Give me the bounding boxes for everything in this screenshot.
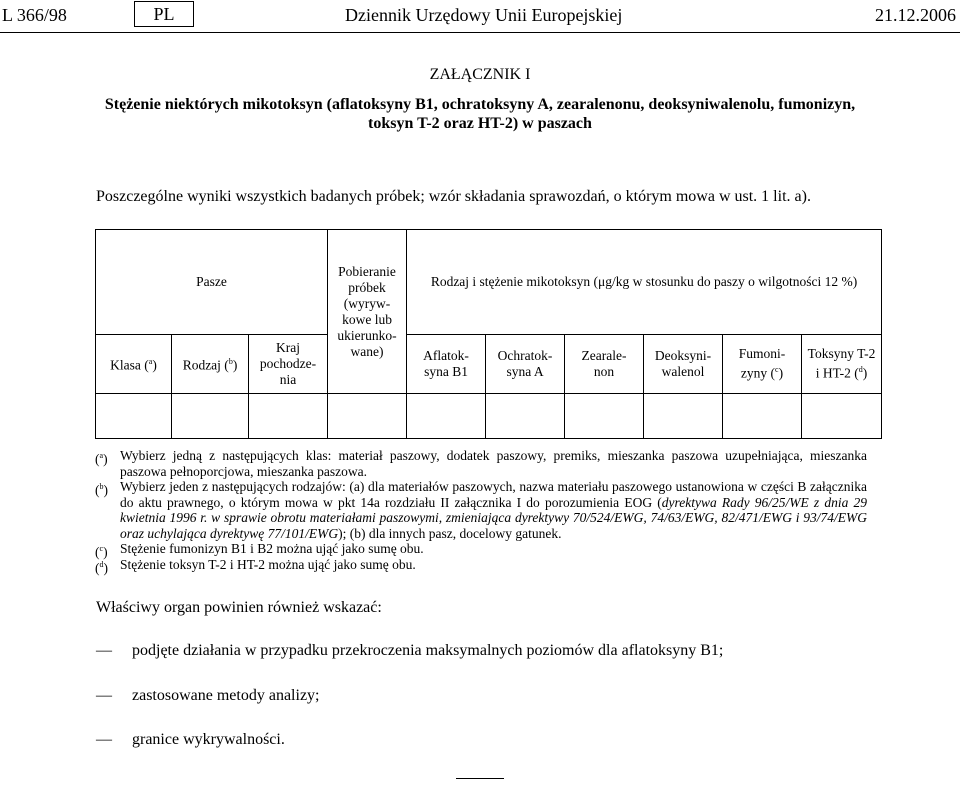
annex-title: ZAŁĄCZNIK I — [429, 66, 531, 83]
page-header — [0, 0, 960, 28]
table-row — [96, 394, 882, 439]
instruction-paragraph: Właściwy organ powinien również wskazać: — [96, 599, 382, 616]
header-ochratoxin-a: Ochratok- syna A — [486, 335, 565, 394]
dash-bullet: — — [96, 687, 112, 704]
empty-cell — [328, 394, 407, 439]
header-t2-ht2-toxins: Toksyny T-2 i HT-2 ($^d$) — [802, 335, 882, 394]
footnote-a: ($^a$) Wybierz jedną z następujących klas: materiał paszowy, dodatek paszowy, premiks, mieszanka paszowa uzupełniająca, mieszanka paszowa pełnoporcjowa, mieszanka paszowa. — [95, 448, 867, 479]
header-mycotoxin-type-concentration: Rodzaj i stężenie mikotoksyn (μg/kg w stosunku do paszy o wilgotności 12 %) — [407, 230, 882, 335]
header-aflatoxin-b1: Aflatok- syna B1 — [407, 335, 486, 394]
empty-cell — [407, 394, 486, 439]
empty-cell — [565, 394, 644, 439]
title-line-1: Stężenie niektórych mikotoksyn (aflatoksyny B1, ochratoksyny A, zearalenonu, deoksyniwalenolu, fumonizyn, — [104, 96, 856, 113]
header-sampling: Pobieranie próbek (wyryw- kowe lub ukierunko- wane) — [328, 230, 407, 394]
intro-text: Poszczególne wyniki wszystkich badanych próbek; wzór składania sprawozdań, o którym mowa w ust. 1 lit. a). — [96, 188, 811, 205]
footnote-b: ($^b$) Wybierz jeden z następujących rodzajów: (a) dla materiałów paszowych, nazwa materiału paszowego ustanowiona w części B załącznika do aktu prawnego, o którym mowa w pkt 14a rozdziału II załącznika I do porozumienia EOG (dyrektywa Rady 96/25/WE z dnia 29 kwietnia 1996 r. w sprawie obrotu materiałami paszowymi, zmieniająca dyrektywy 70/524/EWG, 74/63/EWG, 82/471/EWG i 93/74/EWG oraz uchylająca dyrektywę 77/101/EWG); (b) dla innych pasz, docelowy gatunek. — [95, 479, 867, 541]
footnotes — [95, 448, 867, 575]
empty-cell — [486, 394, 565, 439]
empty-cell — [644, 394, 723, 439]
header-fumonisins: Fumoni- zyny ($^c$) — [723, 335, 802, 394]
dash-bullet: — — [96, 642, 112, 659]
dash-bullet: — — [96, 731, 112, 748]
page-reference: L 366/98 — [2, 5, 67, 25]
header-origin-country: Kraj pochodze- nia — [249, 335, 328, 394]
empty-cell — [96, 394, 172, 439]
language-box: PL — [134, 1, 194, 27]
empty-cell — [802, 394, 882, 439]
report-template-table — [95, 229, 882, 439]
empty-cell — [172, 394, 249, 439]
header-type: Rodzaj ($^b$) — [172, 335, 249, 394]
empty-cell — [249, 394, 328, 439]
header-zearalenone: Zearale- non — [565, 335, 644, 394]
footnote-c: ($^c$) Stężenie fumonizyn B1 i B2 można ująć jako sumę obu. — [95, 541, 424, 560]
header-divider — [0, 32, 960, 33]
header-class: Klasa ($^a$) — [96, 335, 172, 394]
header-feed: Pasze — [96, 230, 328, 335]
empty-cell — [723, 394, 802, 439]
publication-date: 21.12.2006 — [875, 5, 956, 25]
footnote-d: ($^d$) Stężenie toksyn T-2 i HT-2 można ująć jako sumę obu. — [95, 556, 416, 575]
header-deoxynivalenol: Deoksyni- walenol — [644, 335, 723, 394]
journal-name: Dziennik Urzędowy Unii Europejskiej — [345, 5, 623, 25]
document-title — [60, 95, 900, 133]
title-line-2: toksyn T-2 oraz HT-2) w paszach — [368, 115, 592, 132]
end-rule — [456, 778, 504, 779]
